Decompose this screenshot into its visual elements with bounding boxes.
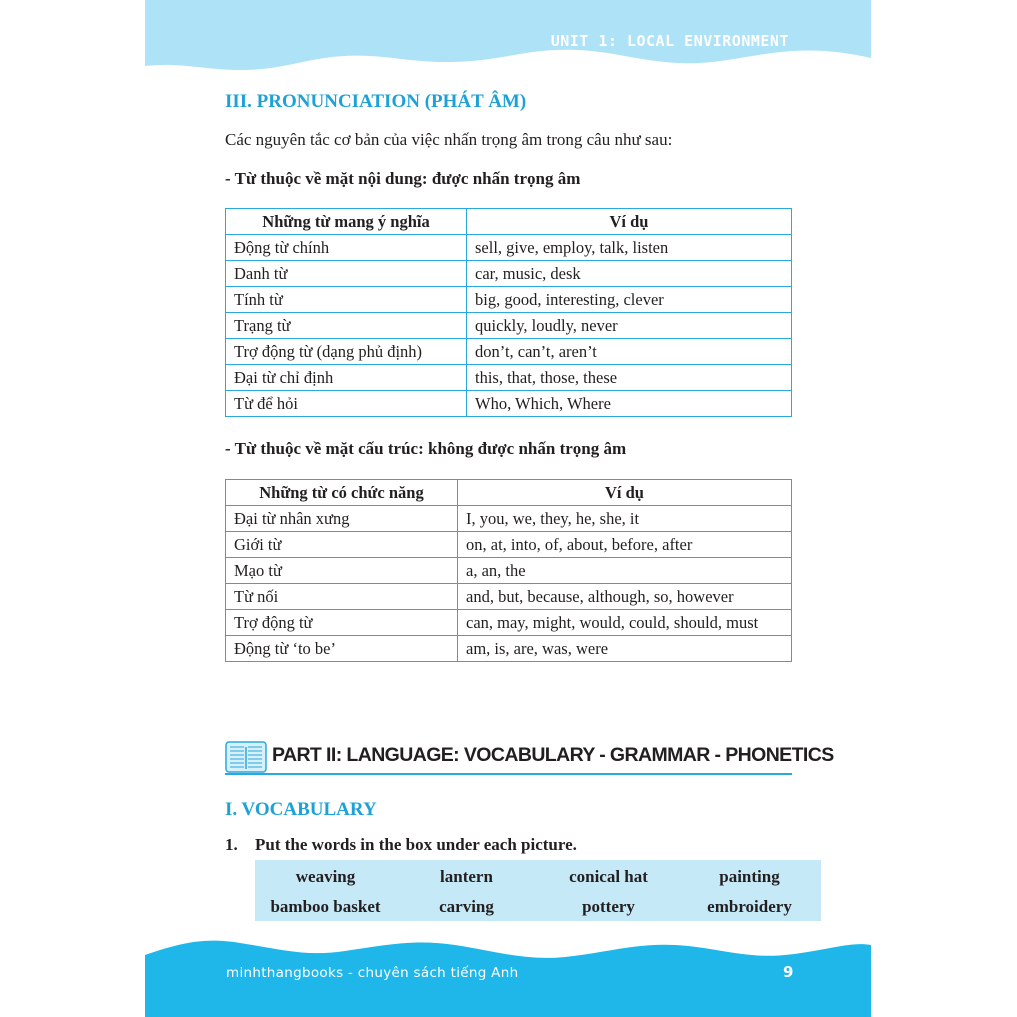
part-banner [225,740,834,774]
page-number: 9 [783,963,794,981]
table-cell: Who, Which, Where [467,391,792,417]
pronunciation-intro: Các nguyên tắc cơ bản của việc nhấn trọng âm trong câu như sau: [225,130,673,149]
table-cell: Mạo từ [226,558,458,584]
vocabulary-heading: I. VOCABULARY [225,799,377,820]
table-row [226,339,792,365]
table-cell: can, may, might, would, could, should, must [458,610,792,636]
table-cell: Động từ ‘to be’ [226,636,458,662]
table-cell: Tính từ [226,287,467,313]
table-row [226,391,792,417]
table-cell: Trạng từ [226,313,467,339]
table-cell: Đại từ chỉ định [226,365,467,391]
table-row [226,506,792,532]
footer-text: minhthangbooks - chuyên sách tiếng Anh [226,965,519,981]
word-item: embroidery [707,897,792,916]
table-row [226,235,792,261]
word-item: painting [719,867,780,886]
exercise-number: 1. [225,835,238,854]
exercise-instruction: Put the words in the box under each picture. [255,835,577,854]
column-header: Ví dụ [467,209,792,235]
structure-words-table [225,479,792,662]
column-header: Ví dụ [458,480,792,506]
word-item: bamboo basket [270,897,381,916]
table-row [226,365,792,391]
content-words-table [225,208,792,417]
table-cell: sell, give, employ, talk, listen [467,235,792,261]
unit-title: UNIT 1: LOCAL ENVIRONMENT [550,32,789,50]
table-cell: Giới từ [226,532,458,558]
table-cell: I, you, we, they, he, she, it [458,506,792,532]
table-cell: quickly, loudly, never [467,313,792,339]
table-row [226,558,792,584]
word-box [255,860,821,921]
word-item: weaving [295,867,356,886]
table-row [226,584,792,610]
column-header: Những từ mang ý nghĩa [226,209,467,235]
word-item: conical hat [569,867,648,886]
table-cell: don’t, can’t, aren’t [467,339,792,365]
book-page [145,0,871,1017]
table-cell: Từ nối [226,584,458,610]
table-cell: Trợ động từ (dạng phủ định) [226,339,467,365]
word-item: lantern [440,867,493,886]
table-cell: a, an, the [458,558,792,584]
content-words-subheading: - Từ thuộc về mặt nội dung: được nhấn trọng âm [225,169,581,188]
table-header-row [226,480,792,506]
table-cell: big, good, interesting, clever [467,287,792,313]
structure-words-subheading: - Từ thuộc về mặt cấu trúc: không được nhấn trọng âm [225,439,627,458]
table-row [226,532,792,558]
pronunciation-heading: III. PRONUNCIATION (PHÁT ÂM) [225,91,527,112]
word-item: carving [439,897,494,916]
table-row [226,287,792,313]
part-title: PART II: LANGUAGE: VOCABULARY - GRAMMAR - PHONETICS [272,744,834,766]
table-cell: Đại từ nhân xưng [226,506,458,532]
table-cell: Từ để hỏi [226,391,467,417]
part-underline [225,773,792,775]
open-book-icon [225,740,267,774]
table-header-row [226,209,792,235]
table-cell: am, is, are, was, were [458,636,792,662]
table-cell: car, music, desk [467,261,792,287]
table-cell: on, at, into, of, about, before, after [458,532,792,558]
table-cell: Trợ động từ [226,610,458,636]
table-cell: this, that, those, these [467,365,792,391]
column-header: Những từ có chức năng [226,480,458,506]
table-row [226,636,792,662]
table-row [226,313,792,339]
table-cell: and, but, because, although, so, however [458,584,792,610]
table-row [226,261,792,287]
word-item: pottery [582,897,635,916]
table-cell: Danh từ [226,261,467,287]
table-cell: Động từ chính [226,235,467,261]
table-row [226,610,792,636]
